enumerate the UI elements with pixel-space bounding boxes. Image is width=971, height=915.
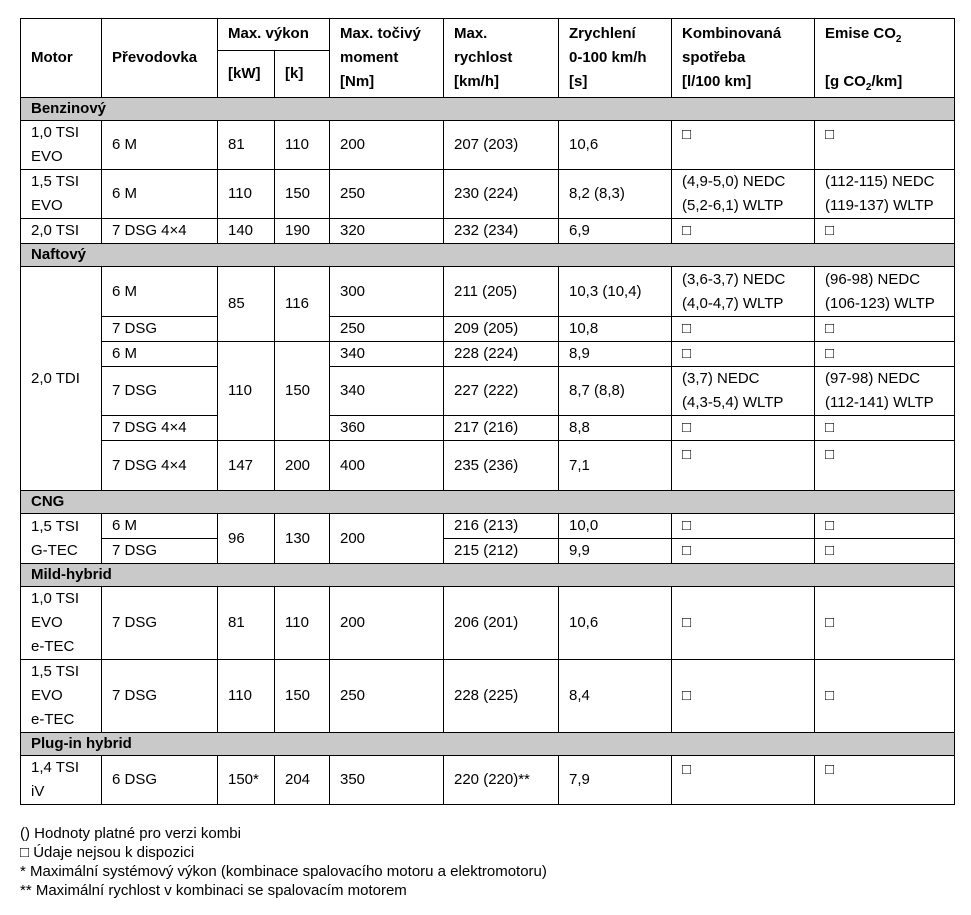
- na-marker: □: [815, 539, 955, 564]
- footnote-na: □ Údaje nejsou k dispozici: [20, 844, 195, 861]
- table-row: 7 DSG 340 227 (222) 8,7 (8,8) (3,7) NEDC (4,3-5,4) WLTP (97-98) NEDC (112-141) WLTP: [21, 367, 955, 416]
- section-diesel: Naftový: [21, 244, 955, 267]
- footnote-kombi: () Hodnoty platné pro verzi kombi: [20, 825, 241, 842]
- table-row: 7 DSG 215 (212) 9,9 □ □: [21, 539, 955, 564]
- table-row: 6 M 110 150 340 228 (224) 8,9 □ □: [21, 342, 955, 367]
- header-accel: Zrychlení 0-100 km/h [s]: [559, 19, 672, 98]
- header-torque: Max. točivý moment [Nm]: [330, 19, 444, 98]
- table-row: 1,5 TSI G-TEC 6 M 96 130 200 216 (213) 10,0 □ □: [21, 514, 955, 539]
- na-marker: □: [672, 660, 815, 733]
- na-marker: □: [815, 416, 955, 441]
- na-marker: □: [672, 587, 815, 660]
- section-plugin-hybrid: Plug-in hybrid: [21, 733, 955, 756]
- section-cng: CNG: [21, 491, 955, 514]
- footnotes: [20, 824, 547, 900]
- na-marker: □: [815, 317, 955, 342]
- header-power-kw: [kW]: [218, 50, 275, 97]
- section-row: [21, 244, 955, 267]
- na-marker: □: [815, 219, 955, 244]
- section-row: [21, 491, 955, 514]
- na-marker: □: [672, 342, 815, 367]
- section-row: [21, 564, 955, 587]
- header-power-k: [k]: [275, 50, 330, 97]
- section-row: [21, 98, 955, 121]
- na-marker: □: [672, 416, 815, 441]
- table-row: 7 DSG 250 209 (205) 10,8 □ □: [21, 317, 955, 342]
- table-row: 1,4 TSI iV 6 DSG 150* 204 350 220 (220)** 7,9 □ □: [21, 756, 955, 805]
- header-consumption: Kombinovaná spotřeba [l/100 km]: [672, 19, 815, 98]
- na-marker: □: [815, 121, 955, 170]
- table-row: 1,5 TSI EVO e-TEC 7 DSG 110 150 250 228 (225) 8,4 □ □: [21, 660, 955, 733]
- table-row: 1,0 TSI EVO e-TEC 7 DSG 81 110 200 206 (201) 10,6 □ □: [21, 587, 955, 660]
- header-speed: Max. rychlost [km/h]: [444, 19, 559, 98]
- na-marker: □: [815, 342, 955, 367]
- na-marker: □: [815, 441, 955, 491]
- na-marker: □: [672, 317, 815, 342]
- engine-spec-table: [20, 18, 955, 805]
- table-row: 1,5 TSI EVO 6 M 110 150 250 230 (224) 8,2 (8,3) (4,9-5,0) NEDC (5,2-6,1) WLTP (112-115) NEDC (119-137) WLTP: [21, 170, 955, 219]
- header-power: Max. výkon: [218, 19, 330, 51]
- table-row: 2,0 TSI 7 DSG 4×4 140 190 320 232 (234) 6,9 □ □: [21, 219, 955, 244]
- na-marker: □: [815, 587, 955, 660]
- na-marker: □: [672, 539, 815, 564]
- table-row: 7 DSG 4×4 147 200 400 235 (236) 7,1 □ □: [21, 441, 955, 491]
- table-row: 7 DSG 4×4 360 217 (216) 8,8 □ □: [21, 416, 955, 441]
- na-marker: □: [815, 660, 955, 733]
- section-row: [21, 733, 955, 756]
- na-marker: □: [672, 756, 815, 805]
- na-marker: □: [672, 219, 815, 244]
- header-motor: Motor: [21, 19, 102, 98]
- na-marker: □: [672, 514, 815, 539]
- section-mild-hybrid: Mild-hybrid: [21, 564, 955, 587]
- na-marker: □: [672, 121, 815, 170]
- footnote-max-speed: ** Maximální rychlost v kombinaci se spalovacím motorem: [20, 882, 407, 899]
- table-row: 2,0 TDI 6 M 85 116 300 211 (205) 10,3 (10,4) (3,6-3,7) NEDC (4,0-4,7) WLTP (96-98) NEDC (106-123) WLTP: [21, 267, 955, 317]
- section-petrol: Benzinový: [21, 98, 955, 121]
- header-gearbox: Převodovka: [102, 19, 218, 98]
- na-marker: □: [672, 441, 815, 491]
- na-marker: □: [815, 514, 955, 539]
- header-emission: Emise $CO_2$ [g $CO_2/km$]: [815, 19, 955, 98]
- na-marker: □: [815, 756, 955, 805]
- footnote-system-power: * Maximální systémový výkon (kombinace spalovacího motoru a elektromotoru): [20, 863, 547, 880]
- table-row: 1,0 TSI EVO 6 M 81 110 200 207 (203) 10,6 □ □: [21, 121, 955, 170]
